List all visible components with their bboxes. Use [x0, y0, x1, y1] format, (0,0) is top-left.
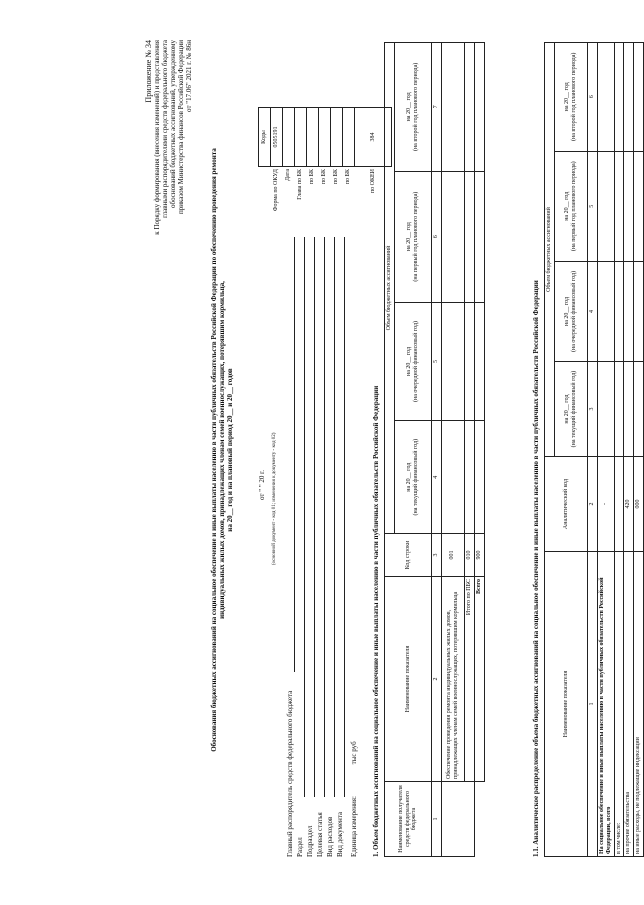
s1-row-val-4[interactable]	[441, 43, 464, 172]
s1-year-1-label: на 20__ год	[406, 462, 412, 492]
s11-row-4-text: на иные расходы, не подлежащие индексации	[634, 552, 644, 857]
s11-year-1-label: на 20__ год	[564, 394, 570, 424]
s1-pbs-val-4[interactable]	[464, 43, 474, 172]
s11-row-1-val-1[interactable]	[597, 362, 614, 457]
field-row-celevaya	[316, 237, 326, 857]
s1-num-2: 2	[431, 577, 441, 782]
section1-table	[384, 42, 485, 857]
s1-total-val-3[interactable]	[474, 171, 484, 302]
appendix-line-4: приказом Министерства финансов Российской Федерации	[177, 40, 186, 214]
appendix-header	[144, 40, 193, 435]
s11-row-2-val-4[interactable]	[614, 43, 624, 152]
s1-year-4-label: на 20__ год	[406, 92, 412, 122]
field-line-razdel[interactable]	[304, 237, 305, 797]
s1-year-4-sub: (на второй год планового периода)	[412, 62, 419, 152]
s11-row-4-val-4[interactable]	[634, 43, 644, 152]
title-line-3: на 20__ год и на плановый период 20__ и 20__ годов	[226, 368, 235, 532]
s11-year-2-label: на 20__ год	[564, 296, 570, 326]
s11-row-1-val-2[interactable]	[597, 261, 614, 361]
code-cell-date[interactable]	[283, 108, 295, 167]
s1-num-6: 6	[431, 171, 441, 302]
s1-year-2	[394, 302, 431, 421]
s1-pbs-code: 010	[464, 534, 474, 577]
s11-num-2: 2	[587, 457, 597, 552]
s1-total-val-1[interactable]	[474, 421, 484, 534]
field-label-grbs: Главный распорядитель средств федерального бюджета	[286, 690, 294, 857]
field-label-podrazdel: Подраздел	[306, 825, 314, 857]
section1-table-wrap	[384, 42, 485, 857]
s11-col-group: Объем бюджетных ассигнований	[545, 43, 555, 457]
appendix-line-3: обоснований бюджетных ассигнований, утвержденному	[169, 40, 178, 208]
appendix-line-2: главными распорядителями средств федерального бюджета	[161, 40, 170, 218]
s11-row-4-val-2[interactable]	[634, 261, 644, 361]
field-label-vid-rashodov: Вид расходов	[326, 816, 334, 857]
s11-row-3-val-4[interactable]	[624, 43, 634, 152]
s11-year-1-sub: (на текущий финансовый год)	[570, 370, 577, 448]
s11-year-4-label: на 20__ год	[564, 82, 570, 112]
s11-row-3-code: 420	[624, 457, 634, 552]
title-line-2: индивидуальных жилых домов, принадлежащих членам семей военнослужащих, потерявшим кормильца,	[218, 281, 227, 619]
code-row-date: Дата	[285, 169, 292, 181]
okei-label: по ОКЕИ	[369, 169, 376, 194]
s1-total-val-2[interactable]	[474, 302, 484, 421]
s11-year-2	[554, 261, 587, 361]
s11-row-4-code: 000	[634, 457, 644, 552]
date-from-line: от " " 20 г.	[258, 469, 266, 500]
s11-row-1-val-4[interactable]	[597, 43, 614, 152]
field-line-vid-doc[interactable]	[344, 237, 345, 797]
s11-year-3-label: на 20__ год	[564, 191, 570, 221]
s1-year-2-label: на 20__ год	[406, 346, 412, 377]
s11-row-4-val-1[interactable]	[634, 362, 644, 457]
s11-row-1-code: -	[597, 457, 614, 552]
s1-year-4	[394, 43, 431, 172]
s11-row-4-val-3[interactable]	[634, 151, 644, 261]
s11-row-2-val-1[interactable]	[614, 362, 624, 457]
code-cell-bk-4[interactable]	[343, 108, 355, 167]
s1-row-val-3[interactable]	[441, 171, 464, 302]
field-row-vid-doc	[336, 237, 346, 857]
s11-col-code: Аналитический код	[545, 457, 588, 552]
s1-year-3-sub: (на первый год планового периода)	[412, 191, 419, 282]
s1-col-indicator: Наименование показателя	[385, 577, 432, 782]
s11-row-3-val-2[interactable]	[624, 261, 634, 361]
unit-row	[350, 237, 362, 857]
s1-year-3	[394, 171, 431, 302]
code-cell-glava[interactable]	[295, 108, 307, 167]
s1-row-val-1[interactable]	[441, 421, 464, 534]
section11-table-wrap	[544, 42, 644, 857]
s1-recipient-cell[interactable]	[441, 782, 474, 857]
appendix-date: от "17.06" 2021 г. № 86н	[185, 40, 194, 112]
s1-pbs-label: Итого по ПБС	[464, 577, 474, 782]
s1-year-1	[394, 421, 431, 534]
s11-row-3-val-3[interactable]	[624, 151, 634, 261]
s1-year-3-label: на 20__ год	[406, 222, 412, 252]
s11-col-indicator: Наименование показателя	[545, 552, 588, 857]
s1-total-label: Всего	[474, 577, 484, 782]
s1-row-text: Обеспечение проведения ремонта индивидуальных жилых домов, принадлежащих членам семей военнослужащих, потерявшим кормильца	[441, 577, 464, 782]
document-title	[210, 35, 234, 865]
code-cell-bk-2[interactable]	[319, 108, 331, 167]
s1-num-7: 7	[431, 43, 441, 172]
s11-year-4	[554, 43, 587, 152]
unit-value: тыс руб	[350, 741, 358, 765]
section11-title: 1.1. Аналитическое распределение объема бюджетных ассигнований на социальное обеспечение и иные выплаты населению в части публичных обязательств Российской Федерации	[532, 280, 540, 857]
s1-num-3: 3	[431, 534, 441, 577]
code-cell-bk-3[interactable]	[331, 108, 343, 167]
code-row-bk-4: по БК	[345, 169, 352, 185]
s1-num-1: 1	[431, 782, 441, 857]
rotated-form-sheet	[140, 35, 640, 865]
s1-row-code: 001	[441, 534, 464, 577]
s1-col-recipient: Наименование получателя средств федерального бюджета	[385, 782, 432, 857]
s11-year-4-sub: (на второй год планового периода)	[570, 52, 577, 141]
s11-num-5: 5	[587, 151, 597, 261]
s11-row-2-val-2[interactable]	[614, 261, 624, 361]
field-label-celevaya: Целевая статья	[316, 812, 324, 857]
title-line-1: Обоснования бюджетных ассигнований на социальное обеспечение и иные выплаты населению в части публичных обязательств Российской Федерации по обеспечению проведения ремонта	[210, 148, 218, 752]
field-line-celevaya[interactable]	[324, 237, 325, 797]
s11-row-1-val-3[interactable]	[597, 151, 614, 261]
code-row-bk-2: по БК	[321, 169, 328, 185]
s1-num-4: 4	[431, 421, 441, 534]
s11-row-3-text: на прочие обязательства	[624, 552, 634, 857]
field-row-vid-rashodov	[326, 237, 336, 857]
codes-box	[258, 107, 392, 225]
s11-num-1: 1	[587, 552, 597, 857]
s1-col-group: Объем бюджетных ассигнований	[385, 43, 395, 534]
field-line-podrazdel[interactable]	[314, 237, 315, 797]
s11-row-3-val-1[interactable]	[624, 362, 634, 457]
s1-pbs-val-1[interactable]	[464, 421, 474, 534]
appendix-number: Приложение № 34	[144, 40, 153, 103]
code-row-bk-3: по БК	[333, 169, 340, 185]
section1-title: 1. Объем бюджетных ассигнований на социальное обеспечение и иные выплаты населению в части публичных обязательств Российской Федерации	[372, 385, 380, 857]
unit-label: Единица измерения:	[350, 796, 358, 857]
okei-code: 384	[355, 108, 392, 167]
s1-year-1-sub: (на текущий финансовый год)	[412, 438, 419, 516]
s1-total-val-4[interactable]	[474, 43, 484, 172]
s11-num-3: 3	[587, 362, 597, 457]
field-row-grbs	[286, 237, 296, 857]
s11-row-2-text: в том числе:	[614, 552, 624, 857]
s11-row-2-code	[614, 457, 624, 552]
code-row-glava: Глава по БК	[297, 169, 304, 200]
s11-year-3	[554, 151, 587, 261]
code-cell-bk-1[interactable]	[307, 108, 319, 167]
s1-col-code: Код строки	[385, 534, 432, 577]
s11-row-2-val-3[interactable]	[614, 151, 624, 261]
field-row-podrazdel	[306, 237, 316, 857]
section11-table	[544, 42, 644, 857]
s1-row-val-2[interactable]	[441, 302, 464, 421]
doc-type-note: (основной документ - код 01; изменения к документу - код 02)	[272, 432, 277, 565]
s1-pbs-val-2[interactable]	[464, 302, 474, 421]
s1-num-5: 5	[431, 302, 441, 421]
s11-row-1-text: На социальное обеспечение и иные выплаты населению в части публичных обязательств Российской Федерации, всего	[597, 552, 614, 857]
s11-year-3-sub: (на первый год планового периода)	[570, 161, 577, 252]
field-line-vid-rashodov[interactable]	[334, 237, 335, 797]
field-row-razdel	[296, 237, 306, 857]
s11-year-1	[554, 362, 587, 457]
field-label-razdel: Раздел	[296, 837, 304, 857]
s1-pbs-val-3[interactable]	[464, 171, 474, 302]
form-okud-code: 0505191	[271, 108, 283, 167]
field-label-vid-doc: Вид документа	[336, 811, 344, 857]
s1-year-2-sub: (на очередной финансовый год)	[412, 320, 419, 403]
codes-header: Коды	[259, 108, 271, 167]
s11-num-6: 6	[587, 43, 597, 152]
header-fields	[286, 237, 362, 857]
appendix-line-1: к Порядку формирования (внесения изменений) и представления	[153, 40, 162, 235]
s11-year-2-sub: (на очередной финансовый год)	[570, 270, 577, 352]
form-okud-label: Форма по ОКУД	[273, 169, 280, 212]
code-row-bk-1: по БК	[309, 169, 316, 185]
field-line-grbs[interactable]	[294, 237, 295, 672]
s11-num-4: 4	[587, 261, 597, 361]
s1-total-code: 900	[474, 534, 484, 577]
